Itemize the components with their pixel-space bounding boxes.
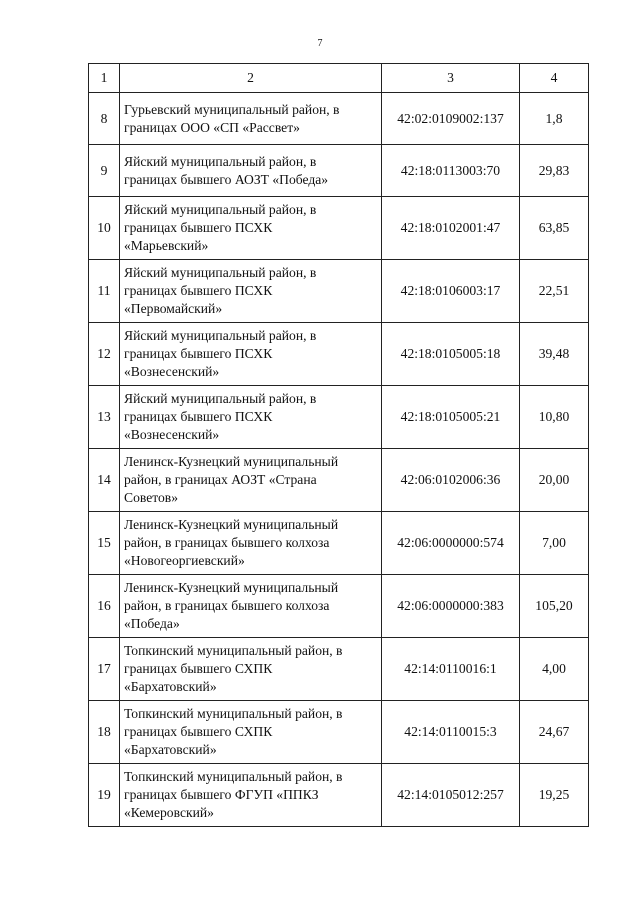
cadastral-number-cell: 42:18:0106003:17 bbox=[382, 260, 520, 323]
table-row bbox=[89, 197, 589, 260]
row-number-cell: 10 bbox=[89, 197, 120, 260]
cadastral-number-cell: 42:06:0102006:36 bbox=[382, 449, 520, 512]
description-line: «Победа» bbox=[124, 616, 180, 631]
table-row bbox=[89, 701, 589, 764]
area-value-cell: 24,67 bbox=[520, 701, 589, 764]
description-line: «Новогеоргиевский» bbox=[124, 553, 245, 568]
area-value-cell: 105,20 bbox=[520, 575, 589, 638]
description-line: район, в границах АОЗТ «Страна bbox=[124, 472, 317, 487]
description-line: Ленинск-Кузнецкий муниципальный bbox=[124, 517, 339, 532]
row-number-cell: 8 bbox=[89, 93, 120, 145]
district-description-cell bbox=[120, 575, 382, 638]
cadastral-number-cell: 42:18:0102001:47 bbox=[382, 197, 520, 260]
district-description-cell bbox=[120, 323, 382, 386]
area-value-cell: 63,85 bbox=[520, 197, 589, 260]
description-line: Топкинский муниципальный район, в bbox=[124, 769, 343, 784]
table-row bbox=[89, 764, 589, 827]
row-number-cell: 19 bbox=[89, 764, 120, 827]
description-line: границах бывшего АОЗТ «Победа» bbox=[124, 171, 329, 187]
table-row bbox=[89, 575, 589, 638]
district-description-cell bbox=[120, 638, 382, 701]
cadastral-number-cell: 42:18:0105005:18 bbox=[382, 323, 520, 386]
table-row bbox=[89, 145, 589, 197]
cadastral-number-cell: 42:14:0110015:3 bbox=[382, 701, 520, 764]
area-value-cell: 22,51 bbox=[520, 260, 589, 323]
district-description-cell bbox=[120, 145, 382, 197]
description-line: район, в границах бывшего колхоза bbox=[124, 535, 330, 550]
table-header-row bbox=[89, 64, 589, 93]
district-description-cell bbox=[120, 386, 382, 449]
column-header-4: 4 bbox=[520, 64, 589, 93]
description-line: границах бывшего ПСХК bbox=[124, 346, 273, 361]
description-line: «Вознесенский» bbox=[124, 427, 220, 442]
table-row bbox=[89, 449, 589, 512]
description-line: район, в границах бывшего колхоза bbox=[124, 598, 330, 613]
row-number-cell: 15 bbox=[89, 512, 120, 575]
cadastral-number-cell: 42:14:0110016:1 bbox=[382, 638, 520, 701]
description-line: Яйский муниципальный район, в bbox=[124, 153, 317, 169]
cadastral-number-cell: 42:18:0113003:70 bbox=[382, 145, 520, 197]
table-row bbox=[89, 260, 589, 323]
area-value-cell: 19,25 bbox=[520, 764, 589, 827]
description-line: Советов» bbox=[124, 490, 179, 505]
district-description-cell bbox=[120, 701, 382, 764]
description-line: Топкинский муниципальный район, в bbox=[124, 643, 343, 658]
row-number-cell: 9 bbox=[89, 145, 120, 197]
description-line: Ленинск-Кузнецкий муниципальный bbox=[124, 580, 339, 595]
description-line: границах бывшего ФГУП «ППКЗ bbox=[124, 787, 319, 802]
district-description-cell bbox=[120, 260, 382, 323]
table-row bbox=[89, 638, 589, 701]
cadastral-number-cell: 42:02:0109002:137 bbox=[382, 93, 520, 145]
table-row bbox=[89, 323, 589, 386]
area-value-cell: 29,83 bbox=[520, 145, 589, 197]
area-value-cell: 1,8 bbox=[520, 93, 589, 145]
district-description-cell bbox=[120, 764, 382, 827]
area-value-cell: 7,00 bbox=[520, 512, 589, 575]
description-line: «Марьевский» bbox=[124, 238, 209, 253]
table-row bbox=[89, 386, 589, 449]
column-header-3: 3 bbox=[382, 64, 520, 93]
cadastral-number-cell: 42:06:0000000:574 bbox=[382, 512, 520, 575]
description-line: Яйский муниципальный район, в bbox=[124, 391, 317, 406]
description-line: границах бывшего СХПК bbox=[124, 724, 273, 739]
description-line: Яйский муниципальный район, в bbox=[124, 202, 317, 217]
row-number-cell: 14 bbox=[89, 449, 120, 512]
row-number-cell: 16 bbox=[89, 575, 120, 638]
description-line: Топкинский муниципальный район, в bbox=[124, 706, 343, 721]
description-line: «Вознесенский» bbox=[124, 364, 220, 379]
area-value-cell: 10,80 bbox=[520, 386, 589, 449]
land-plots-table bbox=[88, 63, 589, 827]
description-line: Ленинск-Кузнецкий муниципальный bbox=[124, 454, 339, 469]
row-number-cell: 17 bbox=[89, 638, 120, 701]
district-description-cell bbox=[120, 197, 382, 260]
description-line: Яйский муниципальный район, в bbox=[124, 328, 317, 343]
cadastral-number-cell: 42:06:0000000:383 bbox=[382, 575, 520, 638]
description-line: границах ООО «СП «Рассвет» bbox=[124, 119, 300, 135]
page-number: 7 bbox=[317, 38, 323, 49]
table-row bbox=[89, 93, 589, 145]
description-line: Гурьевский муниципальный район, в bbox=[124, 101, 340, 117]
table-body bbox=[89, 64, 589, 827]
description-line: «Бархатовский» bbox=[124, 679, 217, 694]
description-line: Яйский муниципальный район, в bbox=[124, 265, 317, 280]
description-line: границах бывшего ПСХК bbox=[124, 220, 273, 235]
cadastral-number-cell: 42:14:0105012:257 bbox=[382, 764, 520, 827]
district-description-cell bbox=[120, 449, 382, 512]
row-number-cell: 12 bbox=[89, 323, 120, 386]
table-row bbox=[89, 512, 589, 575]
district-description-cell bbox=[120, 93, 382, 145]
area-value-cell: 39,48 bbox=[520, 323, 589, 386]
description-line: границах бывшего ПСХК bbox=[124, 409, 273, 424]
row-number-cell: 11 bbox=[89, 260, 120, 323]
description-line: границах бывшего ПСХК bbox=[124, 283, 273, 298]
description-line: «Первомайский» bbox=[124, 301, 223, 316]
row-number-cell: 18 bbox=[89, 701, 120, 764]
description-line: «Бархатовский» bbox=[124, 742, 217, 757]
description-line: «Кемеровский» bbox=[124, 805, 214, 820]
column-header-1: 1 bbox=[89, 64, 120, 93]
district-description-cell bbox=[120, 512, 382, 575]
area-value-cell: 4,00 bbox=[520, 638, 589, 701]
row-number-cell: 13 bbox=[89, 386, 120, 449]
column-header-2: 2 bbox=[120, 64, 382, 93]
cadastral-number-cell: 42:18:0105005:21 bbox=[382, 386, 520, 449]
area-value-cell: 20,00 bbox=[520, 449, 589, 512]
description-line: границах бывшего СХПК bbox=[124, 661, 273, 676]
